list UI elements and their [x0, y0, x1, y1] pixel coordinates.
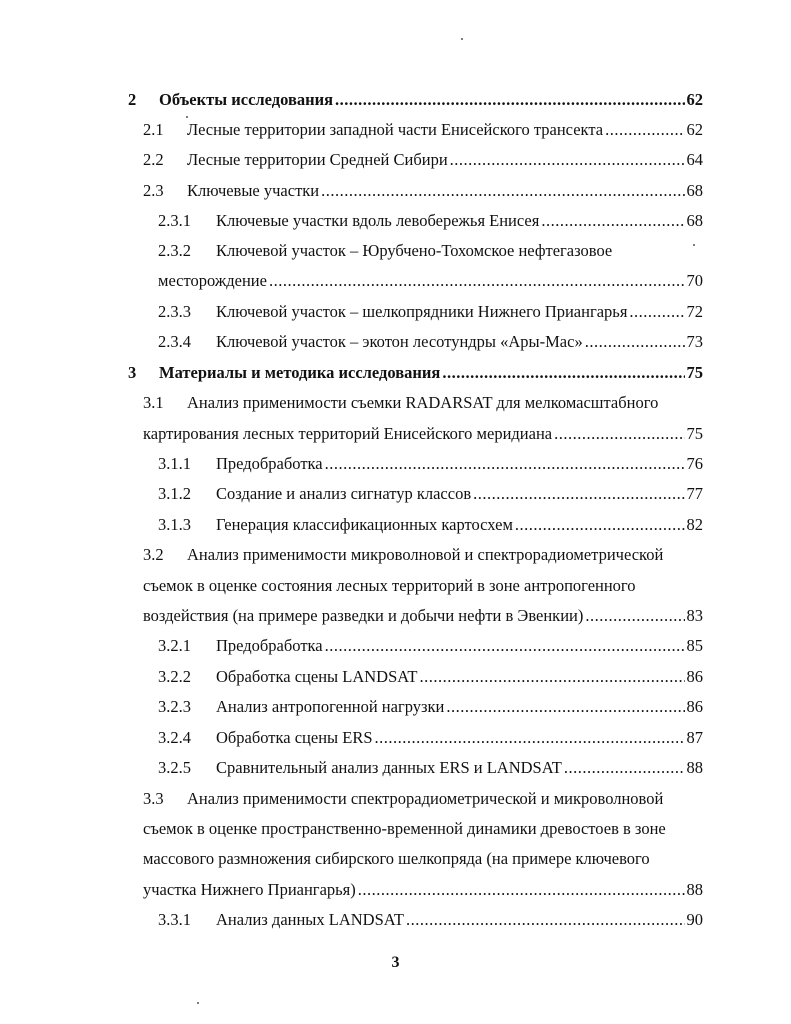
dot-leader [442, 360, 684, 386]
toc-number: 3.2.2 [158, 667, 191, 686]
dot-leader [473, 481, 684, 507]
toc-page: 68 [686, 211, 703, 230]
toc-number: 3.1.3 [158, 515, 191, 534]
dot-leader [406, 907, 685, 933]
toc-page: 90 [686, 910, 703, 929]
toc-entry-3-1-3 [158, 512, 703, 538]
toc-entry-3-3-cont [143, 877, 703, 903]
toc-entry-3-2-3 [158, 694, 703, 720]
toc-title: Анализ применимости спектрорадиометрической и микроволновой [187, 789, 664, 808]
toc-page: 88 [686, 758, 703, 777]
toc-page: 76 [686, 454, 703, 473]
toc-entry-3-1-1 [158, 451, 703, 477]
toc-number: 3.1.2 [158, 484, 191, 503]
dot-leader [515, 512, 685, 538]
toc-entry-3-2-cont [143, 603, 703, 629]
toc-page: 62 [686, 90, 703, 109]
dot-leader [541, 208, 684, 234]
toc-title: Анализ данных LANDSAT [216, 910, 404, 929]
toc-page: 75 [686, 363, 703, 382]
dot-leader [375, 725, 685, 751]
dot-leader [605, 117, 684, 143]
toc-entry-2 [128, 87, 703, 113]
toc-title-continuation: массового размножения сибирского шелкопряда (на примере ключевого [143, 849, 650, 868]
toc-title: Материалы и методика исследования [159, 363, 441, 382]
toc-title: Анализ применимости съемки RADARSAT для мелкомасштабного [187, 393, 659, 412]
toc-entry-2-3-2-cont [158, 268, 703, 294]
toc-entry-3-2-cont1 [143, 573, 703, 599]
toc-title: Ключевые участки вдоль левобережья Енисея [216, 211, 540, 230]
toc-page: 75 [686, 424, 703, 443]
toc-entry-3-2 [143, 542, 703, 568]
dot-leader [446, 694, 684, 720]
toc-entry-2-3-4 [158, 329, 703, 355]
toc-title: Анализ антропогенной нагрузки [216, 697, 445, 716]
toc-page: 77 [686, 484, 703, 503]
toc-entry-3-1-cont [143, 421, 703, 447]
toc-title: Предобработка [216, 636, 323, 655]
toc-page: 85 [686, 636, 703, 655]
toc-title-continuation: месторождение [158, 271, 267, 290]
toc-number: 3.3 [143, 789, 164, 808]
toc-number: 3.1.1 [158, 454, 191, 473]
toc-entry-3-1 [143, 390, 703, 416]
toc-page: 64 [686, 150, 703, 169]
toc-title: Ключевой участок – экотон лесотундры «Ары-Мас» [216, 332, 583, 351]
toc-title-continuation: участка Нижнего Приангарья) [143, 880, 356, 899]
toc-title: Создание и анализ сигнатур классов [216, 484, 472, 503]
toc-page: 86 [686, 697, 703, 716]
toc-number: 3.1 [143, 393, 164, 412]
dot-leader [564, 755, 685, 781]
toc-number: 2 [128, 90, 137, 109]
dot-leader [321, 178, 684, 204]
toc-number: 2.3 [143, 181, 164, 200]
toc-number: 2.3.3 [158, 302, 191, 321]
dot-leader [335, 87, 684, 113]
toc-entry-3-1-2 [158, 481, 703, 507]
toc-entry-3-3-cont2 [143, 846, 703, 872]
toc-entry-3-2-4 [158, 725, 703, 751]
scan-speck [693, 244, 695, 246]
toc-entry-3 [128, 360, 703, 386]
toc-entry-3-2-1 [158, 633, 703, 659]
toc-entry-3-3-cont1 [143, 816, 703, 842]
toc-page: 73 [686, 332, 703, 351]
dot-leader [585, 329, 685, 355]
toc-title: Анализ применимости микроволновой и спектрорадиометрической [187, 545, 664, 564]
toc-page: 70 [686, 271, 703, 290]
toc-title: Предобработка [216, 454, 323, 473]
toc-page: 68 [686, 181, 703, 200]
toc-number: 3.2 [143, 545, 164, 564]
toc-number: 3.2.1 [158, 636, 191, 655]
scan-speck [461, 38, 463, 40]
toc-number: 2.1 [143, 120, 164, 139]
toc-entry-2-3-2 [158, 238, 703, 264]
toc-entry-3-3-1 [158, 907, 703, 933]
toc-number: 3.2.5 [158, 758, 191, 777]
toc-title-continuation: съемок в оценке состояния лесных территорий в зоне антропогенного [143, 576, 636, 595]
toc-number: 3 [128, 363, 137, 382]
toc-number: 2.3.1 [158, 211, 191, 230]
toc-number: 3.2.4 [158, 728, 191, 747]
toc-page: 88 [686, 880, 703, 899]
toc-entry-3-2-2 [158, 664, 703, 690]
toc-page: 83 [686, 606, 703, 625]
toc-title: Объекты исследования [159, 90, 334, 109]
toc-title: Лесные территории западной части Енисейского трансекта [187, 120, 604, 139]
toc-entry-2-1 [143, 117, 703, 143]
dot-leader [554, 421, 684, 447]
toc-page: 72 [686, 302, 703, 321]
toc-number: 3.2.3 [158, 697, 191, 716]
toc-number: 2.3.4 [158, 332, 191, 351]
page-number: 3 [391, 954, 400, 971]
toc-entry-2-2 [143, 147, 703, 173]
toc-page: 82 [686, 515, 703, 534]
dot-leader [629, 299, 684, 325]
scan-speck [186, 116, 188, 118]
dot-leader [358, 877, 685, 903]
toc-title-continuation: воздействия (на примере разведки и добычи нефти в Эвенкии) [143, 606, 584, 625]
toc-entry-2-3 [143, 178, 703, 204]
scan-speck [197, 1002, 199, 1004]
toc-entry-3-3 [143, 786, 703, 812]
toc-entry-2-3-3 [158, 299, 703, 325]
toc-number: 2.2 [143, 150, 164, 169]
toc-title: Генерация классификационных картосхем [216, 515, 513, 534]
toc-title-continuation: съемок в оценке пространственно-временной динамики древостоев в зоне [143, 819, 666, 838]
dot-leader [269, 268, 685, 294]
toc-title: Ключевой участок – Юрубчено-Тохомское нефтегазовое [216, 241, 613, 260]
toc-number: 3.3.1 [158, 910, 191, 929]
toc-title: Ключевые участки [187, 181, 320, 200]
toc-title: Ключевой участок – шелкопрядники Нижнего Приангарья [216, 302, 628, 321]
dot-leader [325, 451, 685, 477]
dot-leader [325, 633, 685, 659]
toc-page: 86 [686, 667, 703, 686]
toc-title-continuation: картирования лесных территорий Енисейского меридиана [143, 424, 553, 443]
toc-number: 2.3.2 [158, 241, 191, 260]
dot-leader [419, 664, 684, 690]
toc-page: 62 [686, 120, 703, 139]
toc-title: Обработка сцены LANDSAT [216, 667, 418, 686]
dot-leader [585, 603, 684, 629]
toc-title: Обработка сцены ERS [216, 728, 373, 747]
toc-entry-2-3-1 [158, 208, 703, 234]
toc-entry-3-2-5 [158, 755, 703, 781]
dot-leader [450, 147, 685, 173]
toc-title: Сравнительный анализ данных ERS и LANDSAT [216, 758, 562, 777]
toc-title: Лесные территории Средней Сибири [187, 150, 448, 169]
toc-page: 87 [686, 728, 703, 747]
